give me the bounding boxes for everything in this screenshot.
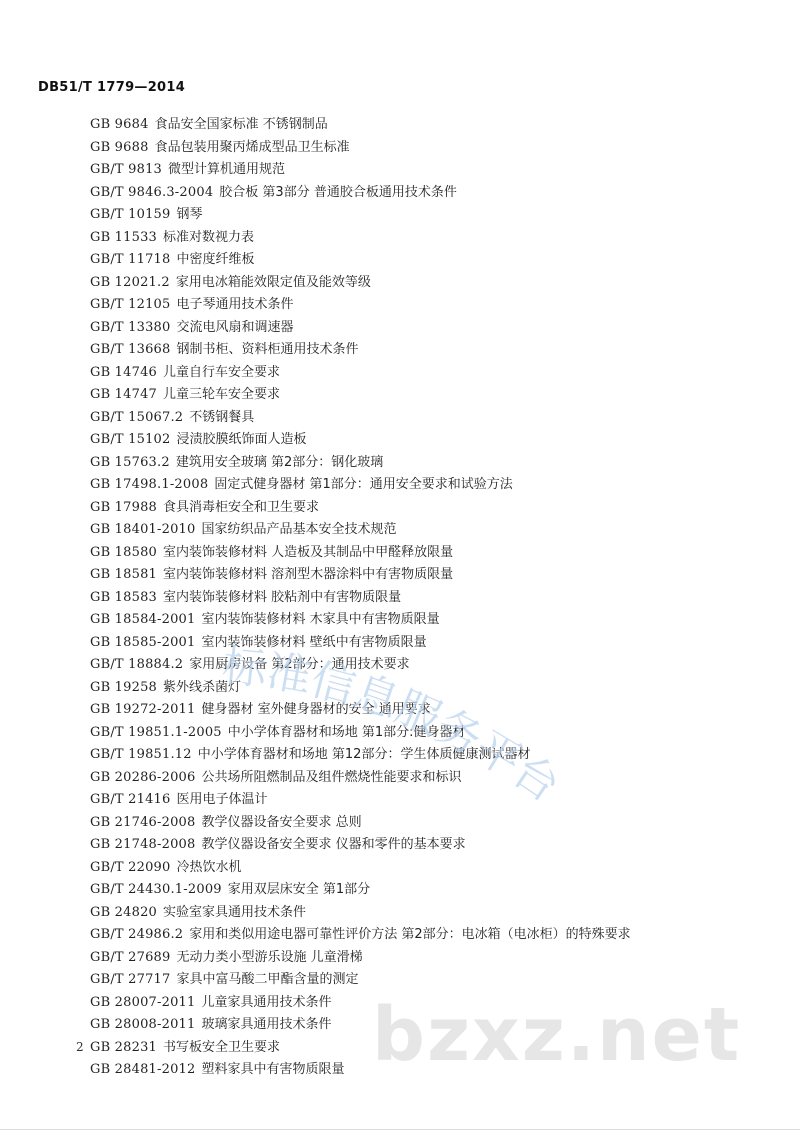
reference-item [90,294,770,317]
standard-code: GB 9684 [90,117,149,132]
reference-item [90,452,770,475]
standard-code: GB 12021.2 [90,274,170,290]
standard-code: GB 19272-2011 [90,702,196,717]
standard-code: GB 28481-2012 [90,1062,196,1077]
reference-item [90,587,770,610]
standard-code: GB 11533 [90,229,158,245]
standard-title: 教学仪器设备安全要求 仪器和零件的基本要求 [201,837,466,852]
standard-code: GB 15763.2 [90,454,170,470]
standard-title: 塑料家具中有害物质限量 [201,1062,345,1077]
reference-item [90,204,770,227]
reference-item [90,429,770,452]
standard-code: GB 28008-2011 [90,1017,196,1032]
reference-item [90,137,770,160]
standard-title: 室内装饰装修材料 人造板及其制品中甲醛释放限量 [163,544,454,560]
standard-code: GB/T 15067.2 [90,409,184,425]
standard-title: 医用电子体温计 [176,792,268,807]
reference-item [90,564,770,587]
standard-code: GB/T 19851.12 [90,747,192,762]
standard-title: 家用和类似用途电器可靠性评价方法 第2部分：电冰箱（电冰柜）的特殊要求 [189,927,631,942]
standard-title: 室内装饰装修材料 溶剂型木器涂料中有害物质限量 [163,567,454,582]
standard-code: GB/T 11718 [90,252,171,267]
reference-item [90,834,770,857]
standard-code: GB 14746 [90,364,158,380]
standard-title: 儿童自行车安全要求 [163,364,281,380]
reference-item [90,362,770,385]
reference-item [90,519,770,542]
standard-title: 微型计算机通用规范 [168,162,286,177]
reference-item [90,384,770,407]
standard-title: 家具中富马酸二甲酯含量的测定 [176,972,359,987]
standard-title: 中小学体育器材和场地 第1部分:健身器材 [227,724,466,740]
standard-title: 钢琴 [176,207,203,222]
standard-code: GB/T 10159 [90,207,171,222]
reference-item [90,497,770,520]
standard-code: GB/T 9813 [90,162,163,177]
standard-code: GB 21746-2008 [90,814,196,830]
reference-item [90,722,770,745]
reference-item [90,159,770,182]
standard-code: GB/T 13668 [90,342,171,357]
standard-title: 胶合板 第3部分 普通胶合板通用技术条件 [219,184,457,200]
reference-item [90,924,770,947]
standard-code: GB/T 9846.3-2004 [90,184,214,200]
standard-code: GB 17988 [90,499,158,515]
standard-title: 紫外线杀菌灯 [163,679,242,695]
reference-item [90,272,770,295]
standard-code: GB 18401-2010 [90,522,196,537]
standard-title: 中小学体育器材和场地 第12部分：学生体质健康测试器材 [197,747,531,762]
standard-title: 室内装饰装修材料 胶粘剂中有害物质限量 [163,589,402,605]
standard-title: 无动力类小型游乐设施 儿童滑梯 [176,949,363,965]
standard-code: GB/T 12105 [90,297,171,312]
reference-item [90,767,770,790]
standard-code: GB 24820 [90,904,158,920]
standard-title: 家用双层床安全 第1部分 [227,882,371,897]
standard-code: GB 20286-2006 [90,769,196,785]
standard-title: 玻璃家具通用技术条件 [201,1017,332,1032]
standard-code: GB/T 13380 [90,319,171,335]
standard-title: 不锈钢餐具 [189,409,255,425]
watermark-seal-text: 标准信息服务平台 [220,640,569,813]
page-number: 2 [76,1040,84,1054]
reference-item [90,789,770,812]
standard-code: GB 18580 [90,544,158,560]
standard-title: 中密度纤维板 [176,252,255,267]
reference-item [90,182,770,205]
standard-code: GB/T 24986.2 [90,927,184,942]
standard-code: GB/T 27689 [90,949,171,965]
standard-code: GB 17498.1-2008 [90,477,209,492]
reference-item [90,699,770,722]
reference-item [90,609,770,632]
standard-title: 建筑用安全玻璃 第2部分：钢化玻璃 [175,454,384,470]
standard-code: GB 19258 [90,679,158,695]
reference-item [90,947,770,970]
normative-references-list [90,114,770,1082]
reference-item [90,407,770,430]
reference-item [90,902,770,925]
reference-item [90,1059,770,1082]
standard-code: GB 18584-2001 [90,612,196,627]
reference-item [90,632,770,655]
standard-code: GB 14747 [90,387,158,402]
standard-title: 健身器材 室外健身器材的安全 通用要求 [201,702,431,717]
document-code-header: DB51/T 1779—2014 [38,80,186,95]
standard-title: 冷热饮水机 [176,859,242,875]
standard-code: GB/T 18884.2 [90,657,184,672]
reference-item [90,744,770,767]
standard-code: GB 28231 [90,1039,158,1055]
standard-title: 儿童家具通用技术条件 [201,994,332,1010]
standard-title: 食品安全国家标准 不锈钢制品 [154,117,328,132]
standard-title: 固定式健身器材 第1部分：通用安全要求和试验方法 [214,477,513,492]
standard-code: GB 28007-2011 [90,994,196,1010]
reference-item [90,654,770,677]
standard-code: GB/T 27717 [90,972,171,987]
reference-item [90,969,770,992]
standard-code: GB/T 21416 [90,792,171,807]
reference-item [90,317,770,340]
reference-item [90,677,770,700]
reference-item [90,1037,770,1060]
watermark-logo-text: bzxz.net [372,992,742,1078]
reference-item [90,879,770,902]
standard-title: 室内装饰装修材料 木家具中有害物质限量 [201,612,440,627]
standard-title: 浸渍胶膜纸饰面人造板 [176,432,307,447]
reference-item [90,227,770,250]
standard-title: 国家纺织品产品基本安全技术规范 [201,522,397,537]
standard-code: GB 18585-2001 [90,634,196,650]
standard-title: 电子琴通用技术条件 [176,297,294,312]
standard-title: 实验室家具通用技术条件 [163,904,307,920]
reference-item [90,812,770,835]
standard-title: 儿童三轮车安全要求 [163,387,281,402]
standard-title: 交流电风扇和调速器 [176,319,294,335]
standard-title: 食品包装用聚丙烯成型品卫生标准 [154,139,350,155]
standard-code: GB/T 19851.1-2005 [90,724,222,740]
standard-title: 钢制书柜、资料柜通用技术条件 [176,342,359,357]
reference-item [90,542,770,565]
reference-item [90,339,770,362]
standard-title: 标准对数视力表 [163,229,255,245]
standard-code: GB/T 15102 [90,432,171,447]
reference-item [90,992,770,1015]
standard-code: GB 18583 [90,589,158,605]
standard-code: GB 21748-2008 [90,837,196,852]
standard-title: 公共场所阻燃制品及组件燃烧性能要求和标识 [201,769,462,785]
page-bottom-rule [0,1129,800,1130]
standard-title: 书写板安全卫生要求 [163,1039,281,1055]
standard-title: 家用电冰箱能效限定值及能效等级 [175,274,371,290]
standard-code: GB 9688 [90,139,149,155]
standard-title: 室内装饰装修材料 壁纸中有害物质限量 [201,634,427,650]
standard-code: GB/T 24430.1-2009 [90,882,222,897]
standard-code: GB 18581 [90,567,158,582]
standard-title: 教学仪器设备安全要求 总则 [201,814,362,830]
reference-item [90,114,770,137]
reference-item [90,857,770,880]
reference-item [90,474,770,497]
reference-item [90,1014,770,1037]
standard-title: 食具消毒柜安全和卫生要求 [163,499,320,515]
reference-item [90,249,770,272]
standard-title: 家用厨房设备 第2部分：通用技术要求 [189,657,410,672]
standard-code: GB/T 22090 [90,859,171,875]
